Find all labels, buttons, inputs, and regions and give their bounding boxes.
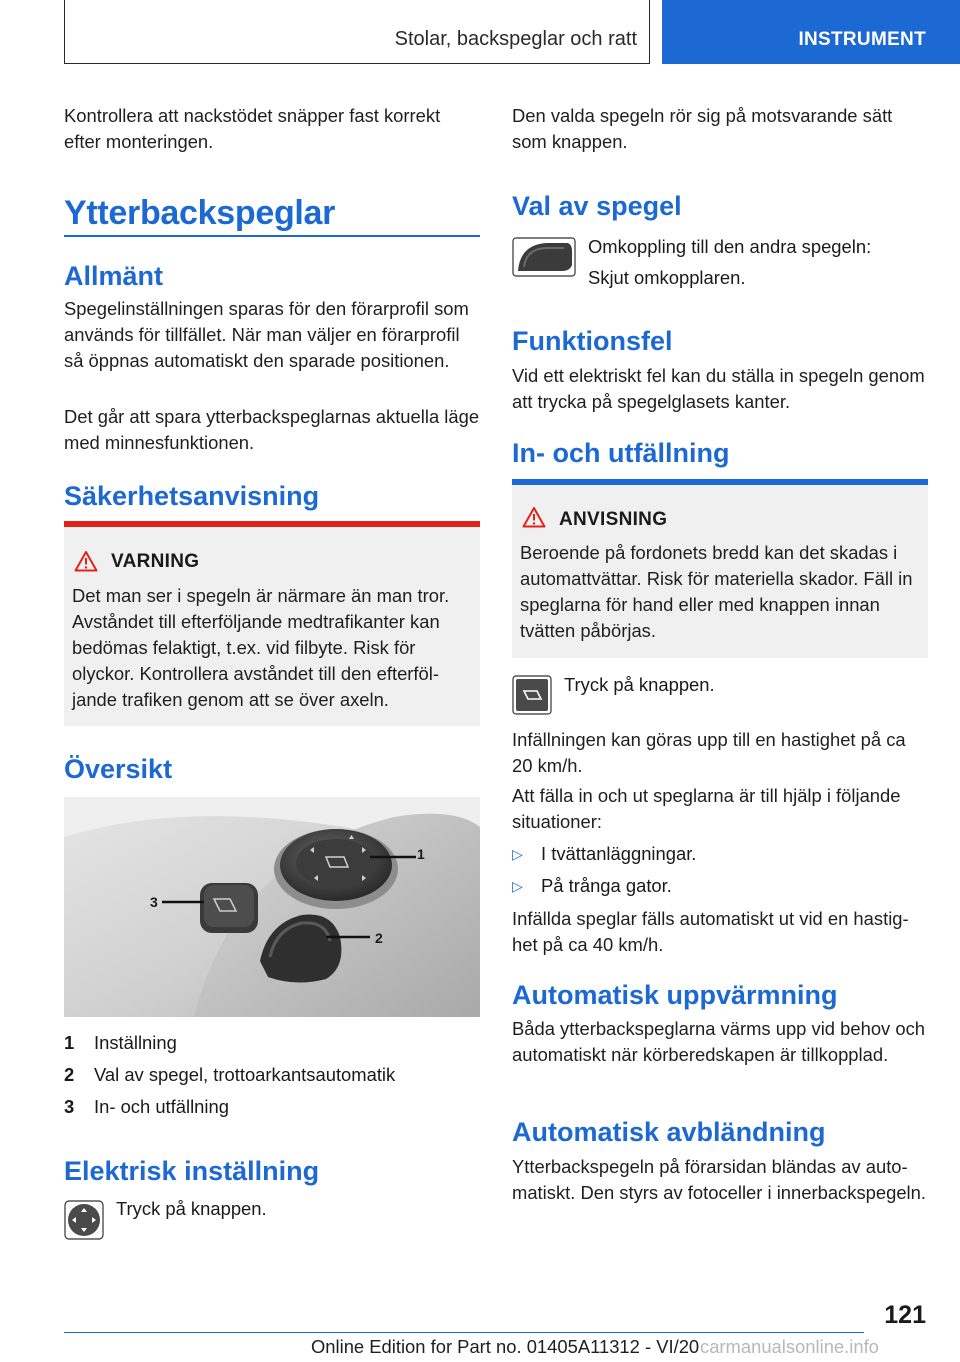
page-title: Ytterbackspeglar: [64, 194, 336, 232]
notice-text: Beroende på fordonets bredd kan det skadas i automattvättar. Risk för materiella skador. Fäll in speglarna för hand eller med knappen innan tvätten påbörjas.: [520, 542, 913, 641]
malfunction-paragraph: Vid ett elektriskt fel kan du ställa in spegeln genom att trycka på spegelglasets kanter.: [512, 365, 925, 412]
overview-heading: Översikt: [64, 754, 173, 784]
footer-edition: Online Edition for Part no. 01405A11312 - VI/20: [311, 1336, 700, 1357]
header-chapter-tab: [662, 0, 960, 64]
callout-label: Inställning: [94, 1032, 177, 1053]
callout-label: Val av spegel, trottoarkantsautomatik: [94, 1064, 396, 1085]
callout-number: 1: [64, 1032, 75, 1053]
general-paragraph-1: Spegelinställningen sparas för den förarprofil som används för tillfället. När man väljer en förarprofil så öppnas automatiskt den sparade positionen.: [64, 298, 469, 371]
electric-heading: Elektrisk inställning: [64, 1156, 320, 1186]
header-section-tab: [64, 0, 650, 64]
warning-box: [64, 521, 480, 726]
bullet-text: I tvättanläggningar.: [541, 843, 697, 864]
warning-title: VARNING: [111, 551, 200, 572]
fold-paragraph-3: Infällda speglar fälls automatiskt ut vid en hastighet på ca 40 km/h.: [512, 908, 909, 955]
callout-marker-2: 2: [375, 930, 383, 946]
title-rule: [64, 235, 480, 237]
dimming-paragraph: Ytterbackspegeln på förarsidan bländas av automatiskt. Den styrs av fotoceller i innerbackspegeln.: [512, 1156, 926, 1203]
general-paragraph-2: Det går att spara ytterbackspeglarnas aktuella läge med minnesfunktionen.: [64, 406, 480, 453]
header-section-title: Stolar, backspeglar och ratt: [394, 28, 637, 50]
select-instruction-2: Skjut omkopplaren.: [588, 267, 746, 288]
header-chapter-title: INSTRUMENT: [798, 29, 926, 50]
notice-bar: [512, 479, 928, 485]
intro-paragraph: Kontrollera att nackstödet snäpper fast korrekt efter monteringen.: [64, 105, 441, 152]
fold-heading: In- och utfällning: [512, 438, 730, 468]
footer-rule: [64, 1332, 864, 1333]
callout-marker-1: 1: [417, 846, 425, 862]
page-number: 121: [884, 1301, 926, 1329]
notice-triangle-icon: [522, 506, 546, 528]
callout-number: 2: [64, 1064, 75, 1085]
bullet-triangle-icon: ▷: [512, 846, 523, 862]
fold-instruction: Tryck på knappen.: [564, 674, 715, 695]
malfunction-heading: Funktionsfel: [512, 326, 673, 356]
warning-text: Det man ser i spegeln är närmare än man tror. Avståndet till efterföljande medtrafikanter kan bedömas felaktigt, t.ex. vid filbyte. Risk för olyckor. Kontrollera avståndet till den efterföljande trafiken genom att se över axeln.: [72, 585, 450, 710]
fold-paragraph-2: Att fälla in och ut speglarna är till hjälp i följande situationer:: [512, 785, 901, 832]
footer-watermark: carmanualsonline.info: [700, 1336, 879, 1357]
callout-marker-3: 3: [150, 894, 158, 910]
warning-bar: [64, 521, 480, 527]
mirror-selector-switch-icon: [512, 237, 576, 277]
bullet-text: På trånga gator.: [541, 875, 672, 896]
notice-title: ANVISNING: [559, 509, 668, 530]
heating-heading: Automatisk uppvärmning: [512, 980, 838, 1010]
general-heading: Allmänt: [64, 261, 164, 291]
bullet-triangle-icon: ▷: [512, 878, 523, 894]
select-mirror-heading: Val av spegel: [512, 191, 682, 221]
callout-number: 3: [64, 1096, 75, 1117]
fold-paragraph-1: Infällningen kan göras upp till en hastighet på ca 20 km/h.: [512, 729, 906, 776]
safety-heading: Säkerhetsanvisning: [64, 481, 320, 511]
mirror-control-illustration: [64, 797, 480, 1017]
select-instruction-1: Omkoppling till den andra spegeln:: [588, 236, 872, 257]
mirror-adjust-button-icon: [64, 1200, 104, 1240]
electric-instruction: Tryck på knappen.: [116, 1198, 267, 1219]
heating-paragraph: Båda ytterbackspeglarna värms upp vid behov och automatiskt när körberedskapen är tillkopplad.: [512, 1018, 926, 1065]
mirror-fold-button-icon: [512, 675, 552, 715]
warning-triangle-icon: [74, 550, 98, 572]
callout-label: In- och utfällning: [94, 1096, 229, 1117]
notice-box: [512, 479, 928, 658]
dimming-heading: Automatisk avbländning: [512, 1117, 826, 1147]
right-intro-paragraph: Den valda spegeln rör sig på motsvarande sätt som knappen.: [512, 105, 893, 152]
